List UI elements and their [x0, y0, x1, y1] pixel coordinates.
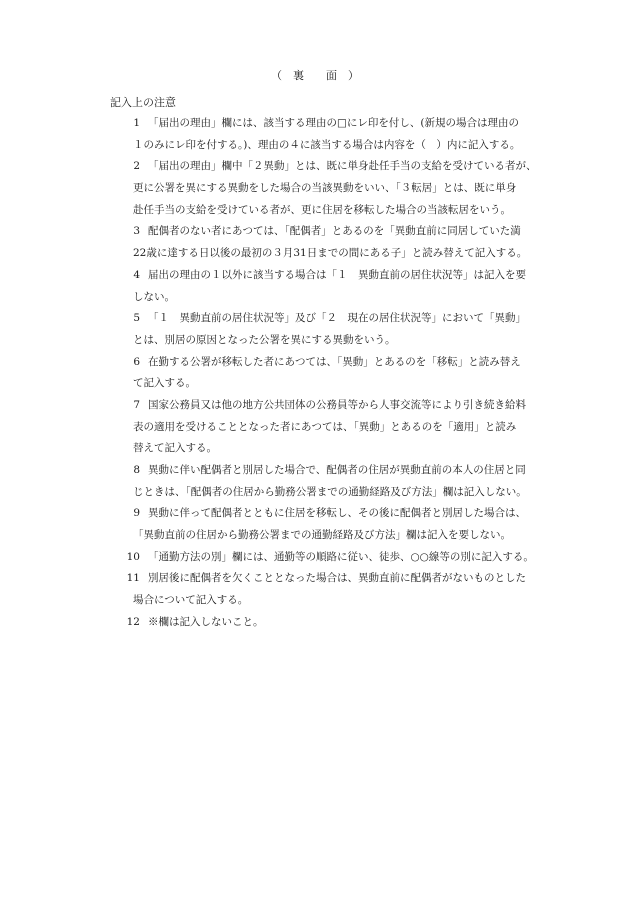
note-text: 配偶者のない者にあつては、「配偶者」とあるのを「異動直前に同居していた満	[148, 225, 521, 238]
note-number: 8	[133, 464, 140, 476]
note-text: 国家公務員又は他の地方公共団体の公務員等から人事交流等により引き続き給料	[148, 398, 526, 411]
note-number: 6	[133, 355, 140, 368]
note-number: 1	[133, 117, 140, 129]
note-2-line-1	[0, 156, 630, 178]
note-5-line-2	[0, 330, 630, 352]
note-text: 異動に伴って配偶者とともに住居を移転し、その後に配偶者と別居した場合は、	[148, 507, 526, 520]
note-text: 「届出の理由」欄中「２異動」とは、既に単身赴任手当の支給を受けている者が、	[148, 160, 537, 173]
note-text: 22歳に達する日以後の最初の３月31日までの間にある子」と読み替えて記入する。	[133, 247, 528, 260]
note-text: とは、別居の原因となった公署を異にする異動をいう。	[133, 333, 396, 346]
note-number: 5	[133, 312, 140, 325]
note-9-line-1	[0, 503, 630, 525]
note-number: 10	[126, 550, 140, 563]
note-text: しない。	[133, 290, 175, 303]
note-number: 2	[133, 160, 140, 173]
note-text: 表の適用を受けることとなった者にあつては、「異動」とあるのを「適用」と読み	[133, 420, 517, 433]
note-number: 7	[133, 398, 140, 411]
note-text: １のみにレ印を付する。)、理由の４に該当する場合は内容を（ ）内に記入する。	[133, 138, 521, 151]
note-7-line-2	[0, 417, 630, 439]
note-4-line-2	[0, 287, 630, 309]
note-8-line-1	[0, 460, 630, 482]
note-text: 場合について記入する。	[133, 594, 249, 607]
note-7-line-1	[0, 395, 630, 417]
page-title	[0, 67, 630, 83]
note-6-line-1	[0, 352, 630, 374]
note-text: 異動に伴い配偶者と別居した場合で、配偶者の住居が異動直前の本人の住居と同	[148, 464, 526, 476]
note-text: 別居後に配偶者を欠くこととなった場合は、異動直前に配偶者がないものとした	[148, 572, 526, 585]
note-12-line-1	[0, 612, 630, 634]
note-text: 「異動直前の住居から勤務公署までの通勤経路及び方法」欄は記入を要しない。	[133, 529, 511, 542]
note-11-line-1	[0, 568, 630, 590]
note-1-line-2	[0, 135, 630, 157]
note-text: 届出の理由の１以外に該当する場合は「１ 異動直前の居住状況等」は記入を要	[148, 268, 526, 281]
notes-heading: 記入上の注意	[110, 96, 176, 109]
note-number: 4	[133, 268, 140, 281]
note-5-line-1	[0, 308, 630, 330]
notes-list	[0, 113, 630, 634]
note-text: 替えて記入する。	[133, 442, 217, 455]
page-title-text: （ 裏 面 ）	[271, 69, 359, 82]
note-4-line-1	[0, 265, 630, 287]
note-3-line-1	[0, 221, 630, 243]
note-text: 在勤する公署が移転した者にあつては、「異動」とあるのを「移転」と読み替え	[148, 355, 521, 368]
note-6-line-2	[0, 373, 630, 395]
note-number: 9	[133, 507, 140, 520]
note-2-line-3	[0, 200, 630, 222]
note-9-line-2	[0, 525, 630, 547]
note-text: じときは、「配偶者の住居から勤務公署までの通勤経路及び方法」欄は記入しない。	[133, 485, 527, 498]
note-10-line-1	[0, 547, 630, 569]
note-number: 3	[133, 225, 140, 238]
note-text: 更に公署を異にする異動をした場合の当該異動をいい、「３転居」とは、既に単身	[133, 182, 517, 195]
note-text: 「１ 異動直前の居住状況等」及び「２ 現在の居住状況等」において「異動」	[148, 312, 526, 325]
note-text: 「届出の理由」欄には、該当する理由の□にレ印を付し、(新規の場合は理由の	[148, 117, 520, 129]
note-7-line-3	[0, 438, 630, 460]
note-11-line-2	[0, 590, 630, 612]
note-text: 赴任手当の支給を受けている者が、更に住居を移転した場合の当該転居をいう。	[133, 203, 511, 216]
note-8-line-2	[0, 482, 630, 504]
note-text: 「通勤方法の別」欄には、通勤等の順路に従い、徒歩、○○線等の別に記入する。	[148, 550, 534, 563]
note-text: て記入する。	[133, 377, 196, 390]
note-text: ※欄は記入しないこと。	[148, 615, 264, 628]
note-3-line-2	[0, 243, 630, 265]
note-number: 11	[126, 572, 140, 585]
note-1-line-1	[0, 113, 630, 135]
note-2-line-2	[0, 178, 630, 200]
note-number: 12	[126, 615, 140, 628]
